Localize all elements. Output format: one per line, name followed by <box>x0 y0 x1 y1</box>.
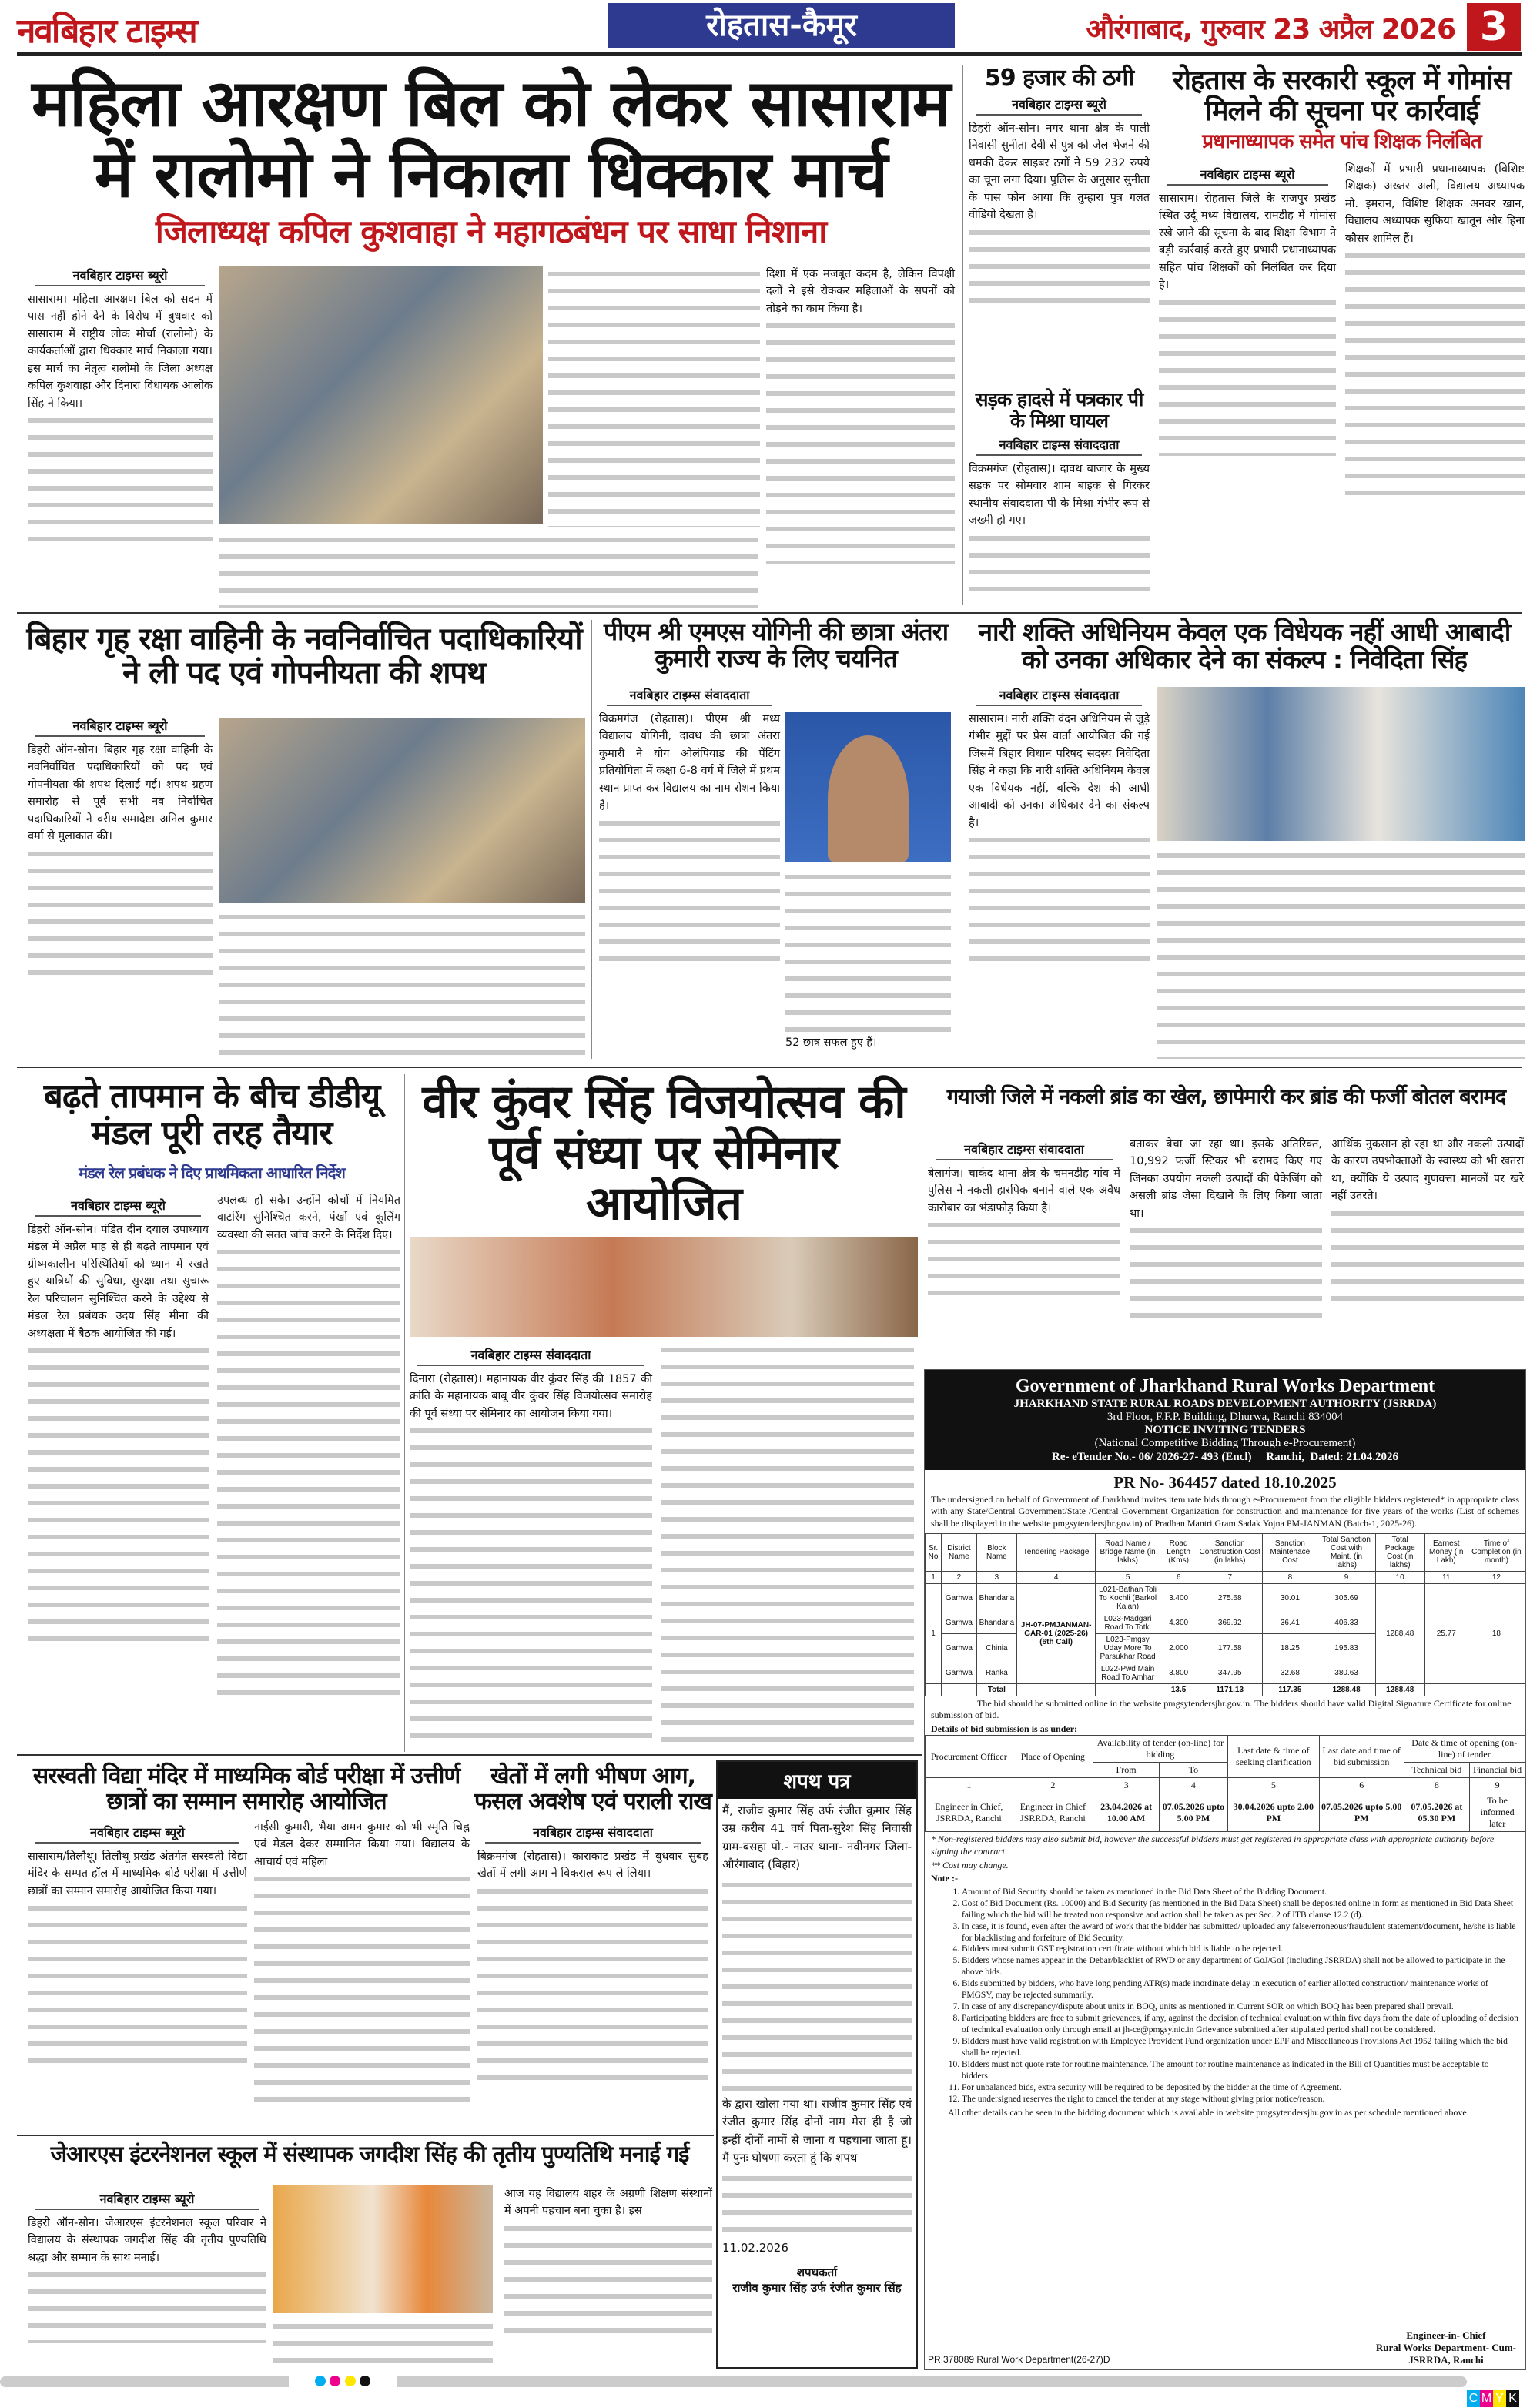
block: Bhandaria <box>976 1583 1016 1613</box>
table-row <box>926 1583 1525 1613</box>
earnest-money: 25.77 <box>1424 1583 1468 1683</box>
story-text: बताकर बेचा जा रहा था। इसके अतिरिक्त, 10,992 फर्जी स्टिकर भी बरामद किए गए जिनका उपयोग नकली उत्पादों की पैकेजिंग को असली ब्रांड जैसा दिखाने के लिए किया जाता था। <box>1130 1138 1322 1220</box>
column-header: Total Sanction Cost with Maint. (in lakhs) <box>1317 1533 1375 1571</box>
tender-address: 3rd Floor, F.F.P. Building, Dhurwa, Ranchi 834004 <box>1106 1410 1344 1423</box>
column-number: 6 <box>1160 1571 1197 1583</box>
newspaper-logo: नवबिहार टाइम्स <box>17 12 196 51</box>
total-value: 1288.48 <box>1317 1683 1375 1696</box>
body-text-continuation <box>548 266 760 527</box>
block: Bhandaria <box>976 1613 1016 1633</box>
tender-bidding-type: (National Competitive Bidding Through e-Procurement) <box>1094 1437 1356 1450</box>
note-item: 2. Cost of Bid Document (Rs. 10000) and Bid Security (as mentioned in the Bid Data Sheet) shall be deposited online in form as mentioned in Bid Data Sheet failing which the bid will be treated non responsive and action shall be taken as per Sec. 2 of ITB clause 12.2 (d). <box>962 1898 1519 1921</box>
district: Garhwa <box>942 1613 977 1633</box>
story-lead: सासाराम। रोहतास जिले के राजपुर प्रखंड स्थित उर्दू मध्य विद्यालय, रामडीह में गोमांस रखे जाने की सूचना के बाद शिक्षा विभाग ने बड़ी कार्रवाई करते हुए प्रभारी प्रधानाध्यापक सहित पांच शिक्षकों को निलंबित कर दिया है। <box>1159 192 1336 292</box>
story-gomans <box>1159 65 1525 605</box>
column-number: 4 <box>1017 1571 1096 1583</box>
schedule-value: 30.04.2026 upto 2.00 PM <box>1227 1793 1319 1832</box>
column-header: Procurement Officer <box>926 1736 1013 1778</box>
cmyk-marker <box>1467 2390 1519 2407</box>
column-header: Road Length (Kms) <box>1160 1533 1197 1571</box>
column-number: 2 <box>1013 1778 1093 1793</box>
column-number: 9 <box>1317 1571 1375 1583</box>
section-title: रोहतास-कैमूर <box>608 3 955 48</box>
road-name: L021-Bathan Toli To Kochli (Barkol Kalan) <box>1096 1583 1160 1613</box>
column-number: 5 <box>1096 1571 1160 1583</box>
ad-code: PR 378089 Rural Work Department(26-27)D <box>928 2354 1110 2365</box>
column-number: 12 <box>1468 1571 1525 1583</box>
column-header: Sanction Maintenace Cost <box>1263 1533 1317 1571</box>
section-divider <box>17 1067 1522 1068</box>
cost-value: 3.400 <box>1160 1583 1197 1613</box>
story-gayaji <box>928 1136 1525 1363</box>
tender-header <box>925 1370 1525 1470</box>
story-text: उपलब्ध हो सके। उन्होंने कोचों में नियमित वाटरिंग सुनिश्चित करने, पंखों एवं कूलिंग व्यवस्था की सतत जांच करने के निर्देश दिए। <box>217 1194 400 1241</box>
column-number: 9 <box>1470 1778 1525 1793</box>
note-item: 8. Participating bidders are free to submit grievances, if any, against the decision of technical evaluation within five days from the date of uploading of decision of technical evaluation only through email at jh-ce@pmgsy.nic.in Grievance submitted after stipulated period shall not be considered. <box>962 2013 1519 2036</box>
column-header: District Name <box>942 1533 977 1571</box>
schedule-value: Engineer in Chief JSRRDA, Ranchi <box>1013 1793 1093 1832</box>
column-number: 4 <box>1160 1778 1228 1793</box>
column-number: 10 <box>1375 1571 1424 1583</box>
byline: नवबिहार टाइम्स संवाददाता <box>976 686 1142 706</box>
story-lead: दिनारा (रोहतास)। महानायक वीर कुंवर सिंह की 1857 की क्रांति के महानायक बाबू वीर कुंवर सिंह विजयोत्सव समारोह की पूर्व संध्या पर सेमिनार का आयोजन किया गया। <box>410 1373 652 1420</box>
column-number: 3 <box>976 1571 1016 1583</box>
empty <box>942 1683 977 1696</box>
story-lead: विक्रमगंज (रोहतास)। दावथ बाजार के मुख्य सड़क पर सोमवार शाम बाइक से गिरकर स्थानीय संवाददाता पी के मिश्रा गंभीर रूप से जख्मी हो गए। <box>969 463 1150 527</box>
cost-value: 406.33 <box>1317 1613 1375 1633</box>
column-number: 8 <box>1263 1571 1317 1583</box>
schedule-value: 07.05.2026 at 05.30 PM <box>1404 1793 1470 1832</box>
tender-number: Re- eTender No.- 06/ 2026-27- 493 (Encl) Ranchi, Dated: 21.04.2026 <box>1052 1450 1398 1463</box>
sub-header: To <box>1160 1763 1228 1778</box>
story-aag <box>477 1819 708 2127</box>
tender-advertisement <box>924 1369 1526 2370</box>
footnote: ** Cost may change. <box>931 1859 1009 1870</box>
note-item: 9. Bidders must have valid registration with Employee Provident Fund organization under EPF and Miscellaneous Provisions Act 1952 failing which the bid shall be rejected. <box>962 2036 1519 2059</box>
note-item: 4. Bidders must submit GST registration certificate without which bid is liable to be rejected. <box>962 1944 1519 1955</box>
column-number: 3 <box>1093 1778 1160 1793</box>
masthead-rule <box>17 52 1522 56</box>
cost-value: 32.68 <box>1263 1663 1317 1683</box>
student-portrait <box>785 712 951 862</box>
note-item: 3. In case, it is found, even after the award of work that the bidder has submitted/ uploaded any false/erroneous/fraudulent statement/document, he/she is liable for blacklisting and forfeiture of Bid Security. <box>962 1921 1519 1944</box>
main-story-photo <box>219 266 543 524</box>
completion-time: 18 <box>1468 1583 1525 1683</box>
works-table <box>925 1533 1525 1696</box>
cost-value: 30.01 <box>1263 1583 1317 1613</box>
schedule-value: 07.05.2026 upto 5.00 PM <box>1319 1793 1404 1832</box>
body-text-continuation <box>219 531 758 608</box>
block: Chinia <box>976 1633 1016 1663</box>
story-lead: सासाराम। महिला आरक्षण बिल को सदन में पास नहीं होने देने के विरोध में बुधवार को सासाराम में राष्ट्रीय लोक मोर्चा (रालोमो) के कार्यकर्ताओं द्वारा धिक्कार मार्च निकाला गया। इस मार्च का नेतृत्व रालोमो के जिला अध्यक्ष कपिल कुशवाहा और दिनारा विधायक आलोक सिंह ने किया। <box>28 293 213 410</box>
package-cost: 1288.48 <box>1375 1583 1424 1683</box>
column-divider <box>962 65 963 605</box>
story-text: नाईसी कुमारी, भैया अमन कुमार को भी स्मृति चिह्न एवं मेडल देकर सम्मानित किया गया। विद्यालय के आचार्य एवं महिला <box>254 1821 470 1868</box>
total-row <box>926 1683 1525 1696</box>
registration-dots <box>289 2373 397 2389</box>
cost-value: 305.69 <box>1317 1583 1375 1613</box>
pr-number: PR No- 364457 dated 18.10.2025 <box>1113 1472 1337 1492</box>
column-header: Place of Opening <box>1013 1736 1093 1778</box>
seminar-photo <box>410 1237 918 1337</box>
column-header: Total Package Cost (in lakhs) <box>1375 1533 1424 1571</box>
road-name: L023-Madgari Road To Totki <box>1096 1613 1160 1633</box>
cost-value: 275.68 <box>1197 1583 1263 1613</box>
signer-label: शपथकर्ता <box>796 2266 838 2280</box>
story-saraswati-col2 <box>254 1819 470 2127</box>
signature-block <box>1376 2329 1516 2366</box>
district: Garhwa <box>942 1633 977 1663</box>
empty <box>1468 1683 1525 1696</box>
cost-value: 3.800 <box>1160 1663 1197 1683</box>
details-title: Details of bid submission is as under: <box>931 1723 1078 1734</box>
total-value: 117.35 <box>1263 1683 1317 1696</box>
empty <box>1017 1683 1096 1696</box>
cost-value: 195.83 <box>1317 1633 1375 1663</box>
note-item: 1. Amount of Bid Security should be taken as mentioned in the Bid Data Sheet of the Bidding Document. <box>962 1887 1519 1898</box>
cmyk-m: M <box>1480 2390 1493 2407</box>
note-item: 6. Bids submitted by bidders, who have long pending ATR(s) made inordinate delay in execution of earlier allotted construction/ maintenance works of PMGSY, may be rejected summarily. <box>962 1978 1519 2001</box>
story-hadsa <box>969 389 1150 605</box>
main-story-col4 <box>766 266 955 608</box>
story-thagi <box>969 65 1150 389</box>
story-lead: बिक्रमगंज (रोहतास)। काराकाट प्रखंड में बुधवार सुबह खेतों में लगी आग ने विकराल रूप ले लिया। <box>477 1850 708 1881</box>
story-lead: डिहरी ऑन-सोन। पंडित दीन दयाल उपाध्याय मंडल में अप्रैल माह से ही बढ़ते तापमान एवं ग्रीष्मकालीन परिस्थितियों को ध्यान में रखते हुए यात्रियों की सुविधा, सुरक्षा तथा सुचारू रेल परिचालन सुनिश्चित करने के उद्देश्य से मंडल रेल प्रबंधक उदय सिंह मीना की अध्यक्षता में बैठक आयोजित की गई। <box>28 1224 209 1340</box>
story-lead: विक्रमगंज (रोहतास)। पीएम श्री मध्य विद्यालय योगिनी, दावथ की छात्रा अंतरा कुमारी ने योग ओलंपियाड की पेंटिंग प्रतियोगिता में कक्षा 6-8 वर्ग में जिले में प्रथम स्थान प्राप्त कर विद्यालय का नाम रोशन किया है। <box>599 713 780 812</box>
empty <box>1096 1683 1160 1696</box>
press-conference-photo <box>1157 687 1525 841</box>
column-header: Tendering Package <box>1017 1533 1096 1571</box>
page-number: 3 <box>1467 3 1521 51</box>
byline: नवबिहार टाइम्स संवाददाता <box>417 1346 644 1366</box>
schedule-value: To be informed later <box>1470 1793 1525 1832</box>
column-header: Last date & time of seeking clarification <box>1227 1736 1319 1778</box>
affidavit-notice <box>716 1760 918 2369</box>
sub-header: Technical bid <box>1404 1763 1470 1778</box>
byline: नवबिहार टाइम्स ब्यूरो <box>976 95 1142 116</box>
column-number: 5 <box>1227 1778 1319 1793</box>
signatory-title: Engineer-in- Chief <box>1406 2329 1486 2341</box>
column-header: Date & time of opening (on-line) of tender <box>1404 1736 1525 1763</box>
note-item: 10. Bidders must not quote rate for routine maintenance. The amount for routine maintenance as indicated in the Bill of Quantities must be acceptable to bidders. <box>962 2059 1519 2082</box>
story-text: 52 छात्र सफल हुए हैं। <box>785 1037 877 1049</box>
column-divider <box>591 620 592 1059</box>
story-headline: रोहतास के सरकारी स्कूल में गोमांस मिलने की सूचना पर कार्रवाई <box>1172 65 1512 127</box>
block: Ranka <box>976 1663 1016 1683</box>
section-divider <box>17 1754 922 1756</box>
story-kunwar <box>410 1341 652 1748</box>
story-headline: पीएम श्री एमएस योगिनी की छात्रा अंतरा कुमारी राज्य के लिए चयनित <box>603 617 949 674</box>
byline: नवबिहार टाइम्स संवाददाता <box>485 1824 701 1844</box>
column-number: 8 <box>1404 1778 1470 1793</box>
column-header: Road Name / Bridge Name (in lakhs) <box>1096 1533 1160 1571</box>
story-headline: 59 हजार की ठगी <box>984 65 1134 92</box>
section-divider <box>17 2135 714 2136</box>
main-subheadline: जिलाध्यक्ष कपिल कुशवाहा ने महागठबंधन पर साधा निशाना <box>155 213 827 250</box>
story-lead: सासाराम। नारी शक्ति वंदन अधिनियम से जुड़े गंभीर मुद्दों पर प्रेस वार्ता आयोजित की गई जिसमें बिहार विधान परिषद सदस्य निवेदिता सिंह ने कहा कि नारी शक्ति अधिनियम केवल एक विधेयक नहीं, बल्कि देश की आधी आबादी को उनका अधिकार देने का संकल्प है। <box>969 713 1150 829</box>
column-header: Sr. No <box>926 1533 942 1571</box>
schedule-value: 23.04.2026 at 10.00 AM <box>1093 1793 1160 1832</box>
byline: नवबिहार टाइम्स ब्यूरो <box>35 266 205 286</box>
body-text-continuation <box>661 1341 914 1748</box>
story-headline: जेआरएस इंटरनेशनल स्कूल में संस्थापक जगदीश सिंह की तृतीय पुण्यतिथि मनाई गई <box>50 2141 689 2167</box>
byline: नवबिहार टाइम्स ब्यूरो <box>35 1197 201 1217</box>
story-pmshri <box>599 682 780 1059</box>
byline: नवबिहार टाइम्स ब्यूरो <box>35 2190 259 2210</box>
byline: नवबिहार टाइम्स संवाददाता <box>607 686 772 706</box>
story-subheadline: प्रधानाध्यापक समेत पांच शिक्षक निलंबित <box>1202 130 1481 154</box>
story-headline: सड़क हादसे में पत्रकार पी के मिश्रा घायल <box>975 388 1143 432</box>
district: Garhwa <box>942 1663 977 1683</box>
schedule-row <box>926 1793 1525 1832</box>
total-label: Total <box>976 1683 1016 1696</box>
affidavit-title: शपथ पत्र <box>718 1762 916 1799</box>
column-number: 1 <box>926 1571 942 1583</box>
column-header: Block Name <box>976 1533 1016 1571</box>
cost-value: 36.41 <box>1263 1613 1317 1633</box>
story-text: आर्थिक नुकसान हो रहा था और नकली उत्पादों के कारण उपभोक्ताओं के स्वास्थ्य को भी खतरा था, क्योंकि ये उत्पाद गुणवत्ता मानकों पर खरे नहीं उतरते। <box>1331 1138 1524 1203</box>
closing-text: All other details can be seen in the bidding document which is available in website pmgsytendersjhr.gov.in as per schedule mentioned above. <box>948 2106 1469 2118</box>
story-jrs-col2 <box>504 2185 712 2370</box>
road-name: L022-Pwd Main Road To Amhar <box>1096 1663 1160 1683</box>
affidavit-date: 11.02.2026 <box>722 2241 788 2255</box>
column-header: Last date and time of bid submission <box>1319 1736 1404 1778</box>
print-registration-bar <box>0 2376 1467 2387</box>
tender-intro: The undersigned on behalf of Government of Jharkhand invites item rate bids through e-Procurement from the eligible bidders registered* in appropriate class with any State/Central Government/State /Central Government Organization for construction and maintenance for five years of the works (List of schemes shall be displayed in the website pmgsytendersjhr.gov.in) of Pradhan Mantri Gram Sadak Yojna PM-JANMAN (Batch-1, 2025-26). <box>931 1493 1519 1529</box>
story-ddu-col2 <box>217 1192 400 1747</box>
bid-instructions: The bid should be submitted online in the website pmgsytendersjhr.gov.in. The bidders should have valid Digital Signature Certificate for online submission of bid. <box>931 1697 1512 1721</box>
cost-value: 369.92 <box>1197 1613 1263 1633</box>
byline: नवबिहार टाइम्स ब्यूरो <box>35 1824 239 1844</box>
column-number: 7 <box>1197 1571 1263 1583</box>
cost-value: 2.000 <box>1160 1633 1197 1663</box>
total-value: 1288.48 <box>1375 1683 1424 1696</box>
note-item: 11. For unbalanced bids, extra security will be required to be deposited by the bidder at the time of Agreement. <box>962 2082 1519 2094</box>
cost-value: 177.58 <box>1197 1633 1263 1663</box>
note-item: 7. In case of any discrepancy/dispute about units in BOQ, units as mentioned in Current SOR on which BOQ has been prepared shall prevail. <box>962 2001 1519 2013</box>
notes-title: Note :- <box>931 1873 958 1884</box>
story-headline: बढ़ते तापमान के बीच डीडीयू मंडल पूरी तरह तैयार <box>43 1077 380 1154</box>
tender-title: Government of Jharkhand Rural Works Department <box>1015 1376 1435 1396</box>
column-header: Earnest Money (In Lakh) <box>1424 1533 1468 1571</box>
story-headline: सरस्वती विद्या मंदिर में माध्यमिक बोर्ड परीक्षा में उत्तीर्ण छात्रों का सम्मान समारोह आयोजित <box>32 1763 460 1815</box>
sub-header: Financial bid <box>1470 1763 1525 1778</box>
total-value: 1171.13 <box>1197 1683 1263 1696</box>
body-text-continuation <box>219 909 585 1059</box>
cost-value: 380.63 <box>1317 1663 1375 1683</box>
cmyk-c: C <box>1467 2390 1480 2407</box>
tender-authority: JHARKHAND STATE RURAL ROADS DEVELOPMENT AUTHORITY (JSRRDA) <box>1013 1397 1437 1410</box>
cost-value: 18.25 <box>1263 1633 1317 1663</box>
affidavit-text: के द्वारा खोला गया था। राजीव कुमार सिंह एवं रंजीत कुमार सिंह दोनों नाम मेरा ही है जो इन्हीं दोनों नामों से जाना व पहचाना जाता हूं। मैं पुनः घोषणा करता हूं कि शपथ <box>722 2097 912 2165</box>
column-header: Sanction Construction Cost (in lakhs) <box>1197 1533 1263 1571</box>
story-lead: डिहरी ऑन-सोन। बिहार गृह रक्षा वाहिनी के नवनिर्वाचित पदाधिकारियों को पद एवं गोपनीयता की शपथ दिलाई गई। शपथ ग्रहण समारोह से पूर्व सभी नव निर्वाचित पदाधिकारियों ने वरीय समादेष्टा अनिल कुमार वर्मा से मुलाकात की। <box>28 744 213 843</box>
cost-value: 347.95 <box>1197 1663 1263 1683</box>
signatory-office: JSRRDA, Ranchi <box>1408 2354 1484 2366</box>
body-text-continuation <box>1157 847 1525 1059</box>
story-subheadline: मंडल रेल प्रबंधक ने दिए प्राथमिकता आधारित निर्देश <box>79 1164 345 1182</box>
body-text-continuation <box>273 2318 493 2368</box>
footnote: * Non-registered bidders may also submit bid, however the successful bidders must get registered in appropriate class with appropriate authority before signing the contract. <box>931 1834 1495 1857</box>
schedule-value: Engineer in Chief, JSRRDA, Ranchi <box>926 1793 1013 1832</box>
column-number: 6 <box>1319 1778 1404 1793</box>
story-grihraksha <box>28 712 213 1059</box>
main-headline: महिला आरक्षण बिल को लेकर सासाराम में रालोमो ने निकाला धिक्कार मार्च <box>32 65 950 213</box>
story-lead: डिहरी ऑन-सोन। नगर थाना क्षेत्र के पाली निवासी सुनीता देवी से पुत्र को जेल भेजने की धमकी देकर साइबर ठगों ने 59 232 रुपये का चूना लगा दिया। पुलिस के अनुसार सुनीता के पास फोन आया कि तुम्हारा पुत्र गलत वीडियो देखता है। <box>969 122 1150 222</box>
cmyk-k: K <box>1506 2390 1519 2407</box>
column-header: Time of Completion (in month) <box>1468 1533 1525 1571</box>
byline: नवबिहार टाइम्स ब्यूरो <box>35 717 205 737</box>
note-item: 5. Bidders whose names appear in the Debar/blacklist of RWD or any department of GoJ/GoI (including JSRRDA) shall not be allowed to participate in the above bids. <box>962 1955 1519 1978</box>
road-name: L023-Pmgsy Uday More To Parsukhar Road <box>1096 1633 1160 1663</box>
tendering-package: JH-07-PMJANMAN- GAR-01 (2025-26) (6th Call) <box>1017 1583 1096 1683</box>
bid-schedule-table <box>925 1735 1525 1832</box>
column-number: 2 <box>942 1571 977 1583</box>
memorial-photo <box>273 2185 493 2313</box>
story-jrs <box>28 2185 266 2370</box>
story-text: आज यह विद्यालय शहर के अग्रणी शिक्षण संस्थानों में अपनी पहचान बना चुका है। इस <box>504 2188 712 2218</box>
column-number: 11 <box>1424 1571 1468 1583</box>
signatory-dept: Rural Works Department- Cum- <box>1375 2342 1516 2353</box>
story-lead: बेलागंज। चाकंद थाना क्षेत्र के चमनडीह गांव में पुलिस ने नकली हारपिक बनाने वाले एक अवैध कारोबार का भंडाफोड़ किया है। <box>928 1167 1120 1214</box>
story-text: दिशा में एक मजबूत कदम है, लेकिन विपक्षी दलों ने इसे रोककर महिलाओं के सपनों को तोड़ने का काम किया है। <box>766 268 955 315</box>
affidavit-text: मैं, राजीव कुमार सिंह उर्फ रंजीत कुमार सिंह उम्र करीब 41 वर्ष पिता-सुरेश सिंह निवासी ग्राम-बसहा पो.- नाउर थाना- नवीनगर जिला-औरंगाबाद (बिहार) <box>722 1803 912 1871</box>
schedule-value: 07.05.2026 upto 5.00 PM <box>1160 1793 1228 1832</box>
byline: नवबिहार टाइम्स संवाददाता <box>936 1140 1113 1160</box>
story-kunwar-block <box>410 1077 918 1748</box>
section-divider <box>17 612 1522 614</box>
byline: नवबिहार टाइम्स ब्यूरो <box>1167 166 1328 186</box>
story-headline: बिहार गृह रक्षा वाहिनी के नवनिर्वाचित पदाधिकारियों ने ली पद एवं गोपनीयता की शपथ <box>26 621 582 691</box>
notes-list <box>925 1885 1525 2105</box>
sub-header: From <box>1093 1763 1160 1778</box>
empty <box>1424 1683 1468 1696</box>
district: Garhwa <box>942 1583 977 1613</box>
story-lead: सासाराम/तिलौथू। तिलौथू प्रखंड अंतर्गत सरस्वती विद्या मंदिर के सम्पत हॉल में माध्यमिक बोर्ड परीक्षा में उत्तीर्ण छात्रों का सम्मान समारोह आयोजित किया गया। <box>28 1850 247 1897</box>
story-headline: खेतों में लगी भीषण आग, फसल अवशेष एवं पराली राख <box>474 1763 711 1815</box>
story-headline: गयाजी जिले में नकली ब्रांड का खेल, छापेमारी कर ब्रांड की फर्जी बोतल बरामद <box>946 1085 1506 1109</box>
story-ddu <box>28 1192 209 1747</box>
story-saraswati <box>28 1819 247 2127</box>
column-header: Availability of tender (on-line) for bidding <box>1093 1736 1228 1763</box>
note-item: 12. The undersigned reserves the right to cancel the tender at any stage without giving prior notice/reason. <box>962 2094 1519 2105</box>
story-text: शिक्षकों में प्रभारी प्रधानाध्यापक (विशिष्ट शिक्षक) अख्तर अली, विद्यालय अध्यापक मो. इमरान, विशिष्ट शिक्षक अनवर खान, विद्यालय अध्यापक सुफिया खातून और हिना कौसर शामिल हैं। <box>1345 162 1525 245</box>
cmyk-y: Y <box>1493 2390 1506 2407</box>
tender-notice-title: NOTICE INVITING TENDERS <box>1144 1424 1306 1437</box>
story-lead: डिहरी ऑन-सोन। जेआरएस इंटरनेशनल स्कूल परिवार ने विद्यालय के संस्थापक जगदीश सिंह की तृतीय पुण्यतिथि श्रद्धा और सम्मान के साथ मनाई। <box>28 2217 266 2264</box>
grihraksha-photo <box>219 718 585 903</box>
story-headline: वीर कुंवर सिंह विजयोत्सव की पूर्व संध्या पर सेमिनार आयोजित <box>422 1075 906 1231</box>
pmshri-col2 <box>785 869 951 1057</box>
column-number: 1 <box>926 1778 1013 1793</box>
main-story-col1 <box>28 262 213 608</box>
serial-number: 1 <box>926 1583 942 1683</box>
byline: नवबिहार टाइम्स संवाददाता <box>976 436 1142 456</box>
column-divider <box>404 1074 405 1752</box>
story-headline: नारी शक्ति अधिनियम केवल एक विधेयक नहीं आधी आबादी को उनका अधिकार देने का संकल्प : निवेदिता सिंह <box>978 617 1511 675</box>
story-narishakti <box>969 682 1150 1059</box>
empty <box>926 1683 942 1696</box>
total-value: 13.5 <box>1160 1683 1197 1696</box>
signer-name: राजीव कुमार सिंह उर्फ रंजीत कुमार सिंह <box>732 2281 902 2296</box>
cost-value: 4.300 <box>1160 1613 1197 1633</box>
edition-date: औरंगाबाद, गुरुवार 23 अप्रैल 2026 <box>1086 14 1455 45</box>
